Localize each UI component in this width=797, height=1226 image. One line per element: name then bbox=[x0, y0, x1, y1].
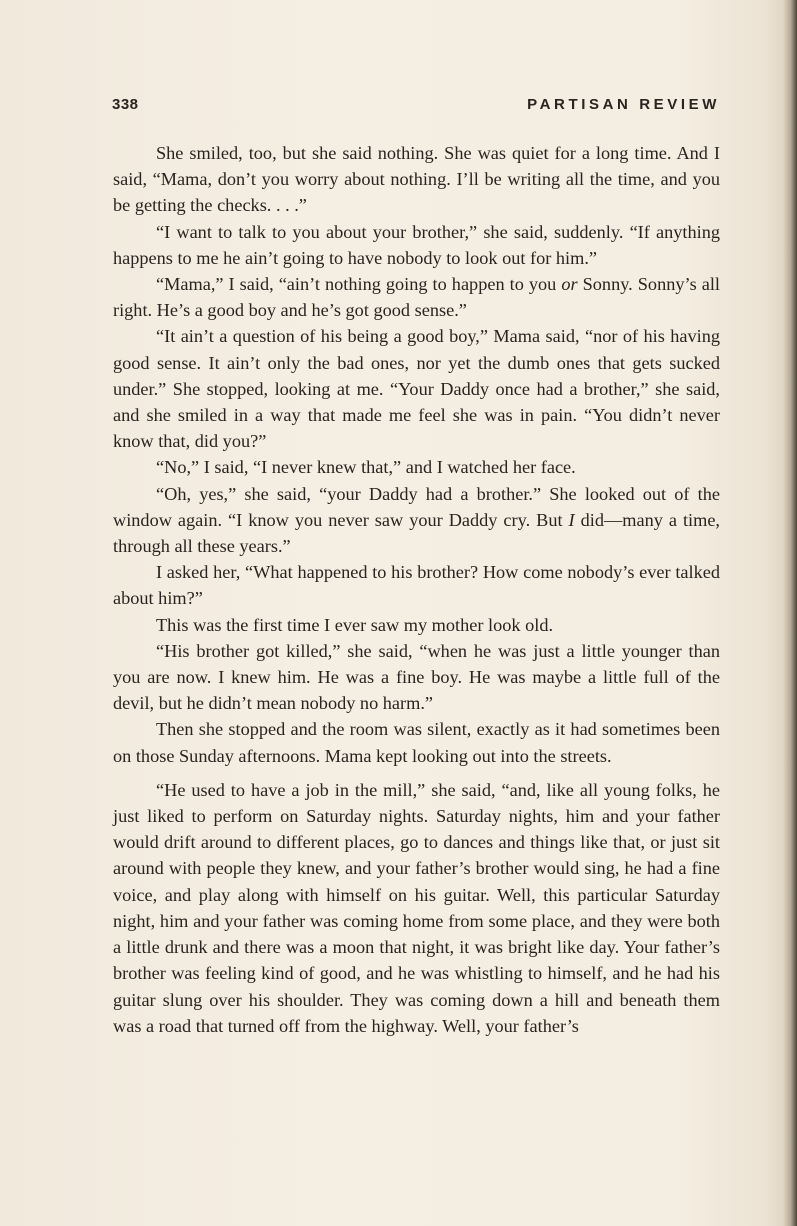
paragraph: “His brother got killed,” she said, “when he was just a little younger than you are now. I knew him. He was a fine boy. He was maybe a little full of the devil, but he didn’t mean nobody no harm.” bbox=[113, 640, 720, 714]
paragraph: This was the first time I ever saw my mother look old. bbox=[156, 614, 554, 635]
body-text bbox=[113, 140, 720, 1039]
italic-word: I bbox=[568, 509, 575, 530]
paragraph: “Oh, yes,” she said, “your Daddy had a brother.” She looked out of the window again. “I know you never saw your Daddy cry. But I did—many a time, through all these years.” bbox=[113, 483, 721, 557]
page-spine-shadow bbox=[783, 0, 797, 1226]
paragraph: “I want to talk to you about your brother,” she said, suddenly. “If anything happens to me he ain’t going to have nobody to look out for him.” bbox=[113, 221, 720, 268]
running-head-title: PARTISAN REVIEW bbox=[527, 96, 720, 113]
paragraph: She smiled, too, but she said nothing. She was quiet for a long time. And I said, “Mama, don’t you worry about nothing. I’ll be writing all the time, and you be getting the checks. . . .” bbox=[113, 143, 720, 216]
paragraph: “No,” I said, “I never knew that,” and I watched her face. bbox=[156, 457, 576, 478]
italic-word: or bbox=[561, 274, 578, 295]
paragraph: Then she stopped and the room was silent, exactly as it had sometimes been on those Sunday afternoons. Mama kept looking out into the streets. bbox=[113, 719, 720, 766]
paragraph: “Mama,” I said, “ain’t nothing going to happen to you or Sonny. Sonny’s all right. He’s a good boy and he’s got good sense.” bbox=[113, 274, 720, 321]
page-number: 338 bbox=[112, 96, 139, 113]
paragraph: I asked her, “What happened to his brother? How come nobody’s ever talked about him?” bbox=[113, 562, 720, 609]
paragraph: “It ain’t a question of his being a good boy,” Mama said, “nor of his having good sense. It ain’t only the bad ones, nor yet the dumb ones that gets sucked under.” She stopped, looking at me. “Your Daddy once had a brother,” she said, and she smiled in a way that made me feel she was in pain. “You didn’t never know that, did you?” bbox=[113, 326, 720, 452]
running-header bbox=[112, 96, 720, 120]
paragraph: “He used to have a job in the mill,” she said, “and, like all young folks, he just liked to perform on Saturday nights. Saturday nights, him and your father would drift around to different places, go to dances and things like that, or just sit around with people they knew, and your father’s brother would sing, he had a fine voice, and play along with himself on his guitar. Well, this particular Saturday night, him and your father was coming home from some place, and they were both a little drunk and there was a moon that night, it was bright like day. Your father’s brother was feeling kind of good, and he was whistling to himself, and he had his guitar slung over his shoulder. They was coming down a hill and beneath them was a road that turned off from the highway. Well, your father’s bbox=[113, 779, 720, 1036]
